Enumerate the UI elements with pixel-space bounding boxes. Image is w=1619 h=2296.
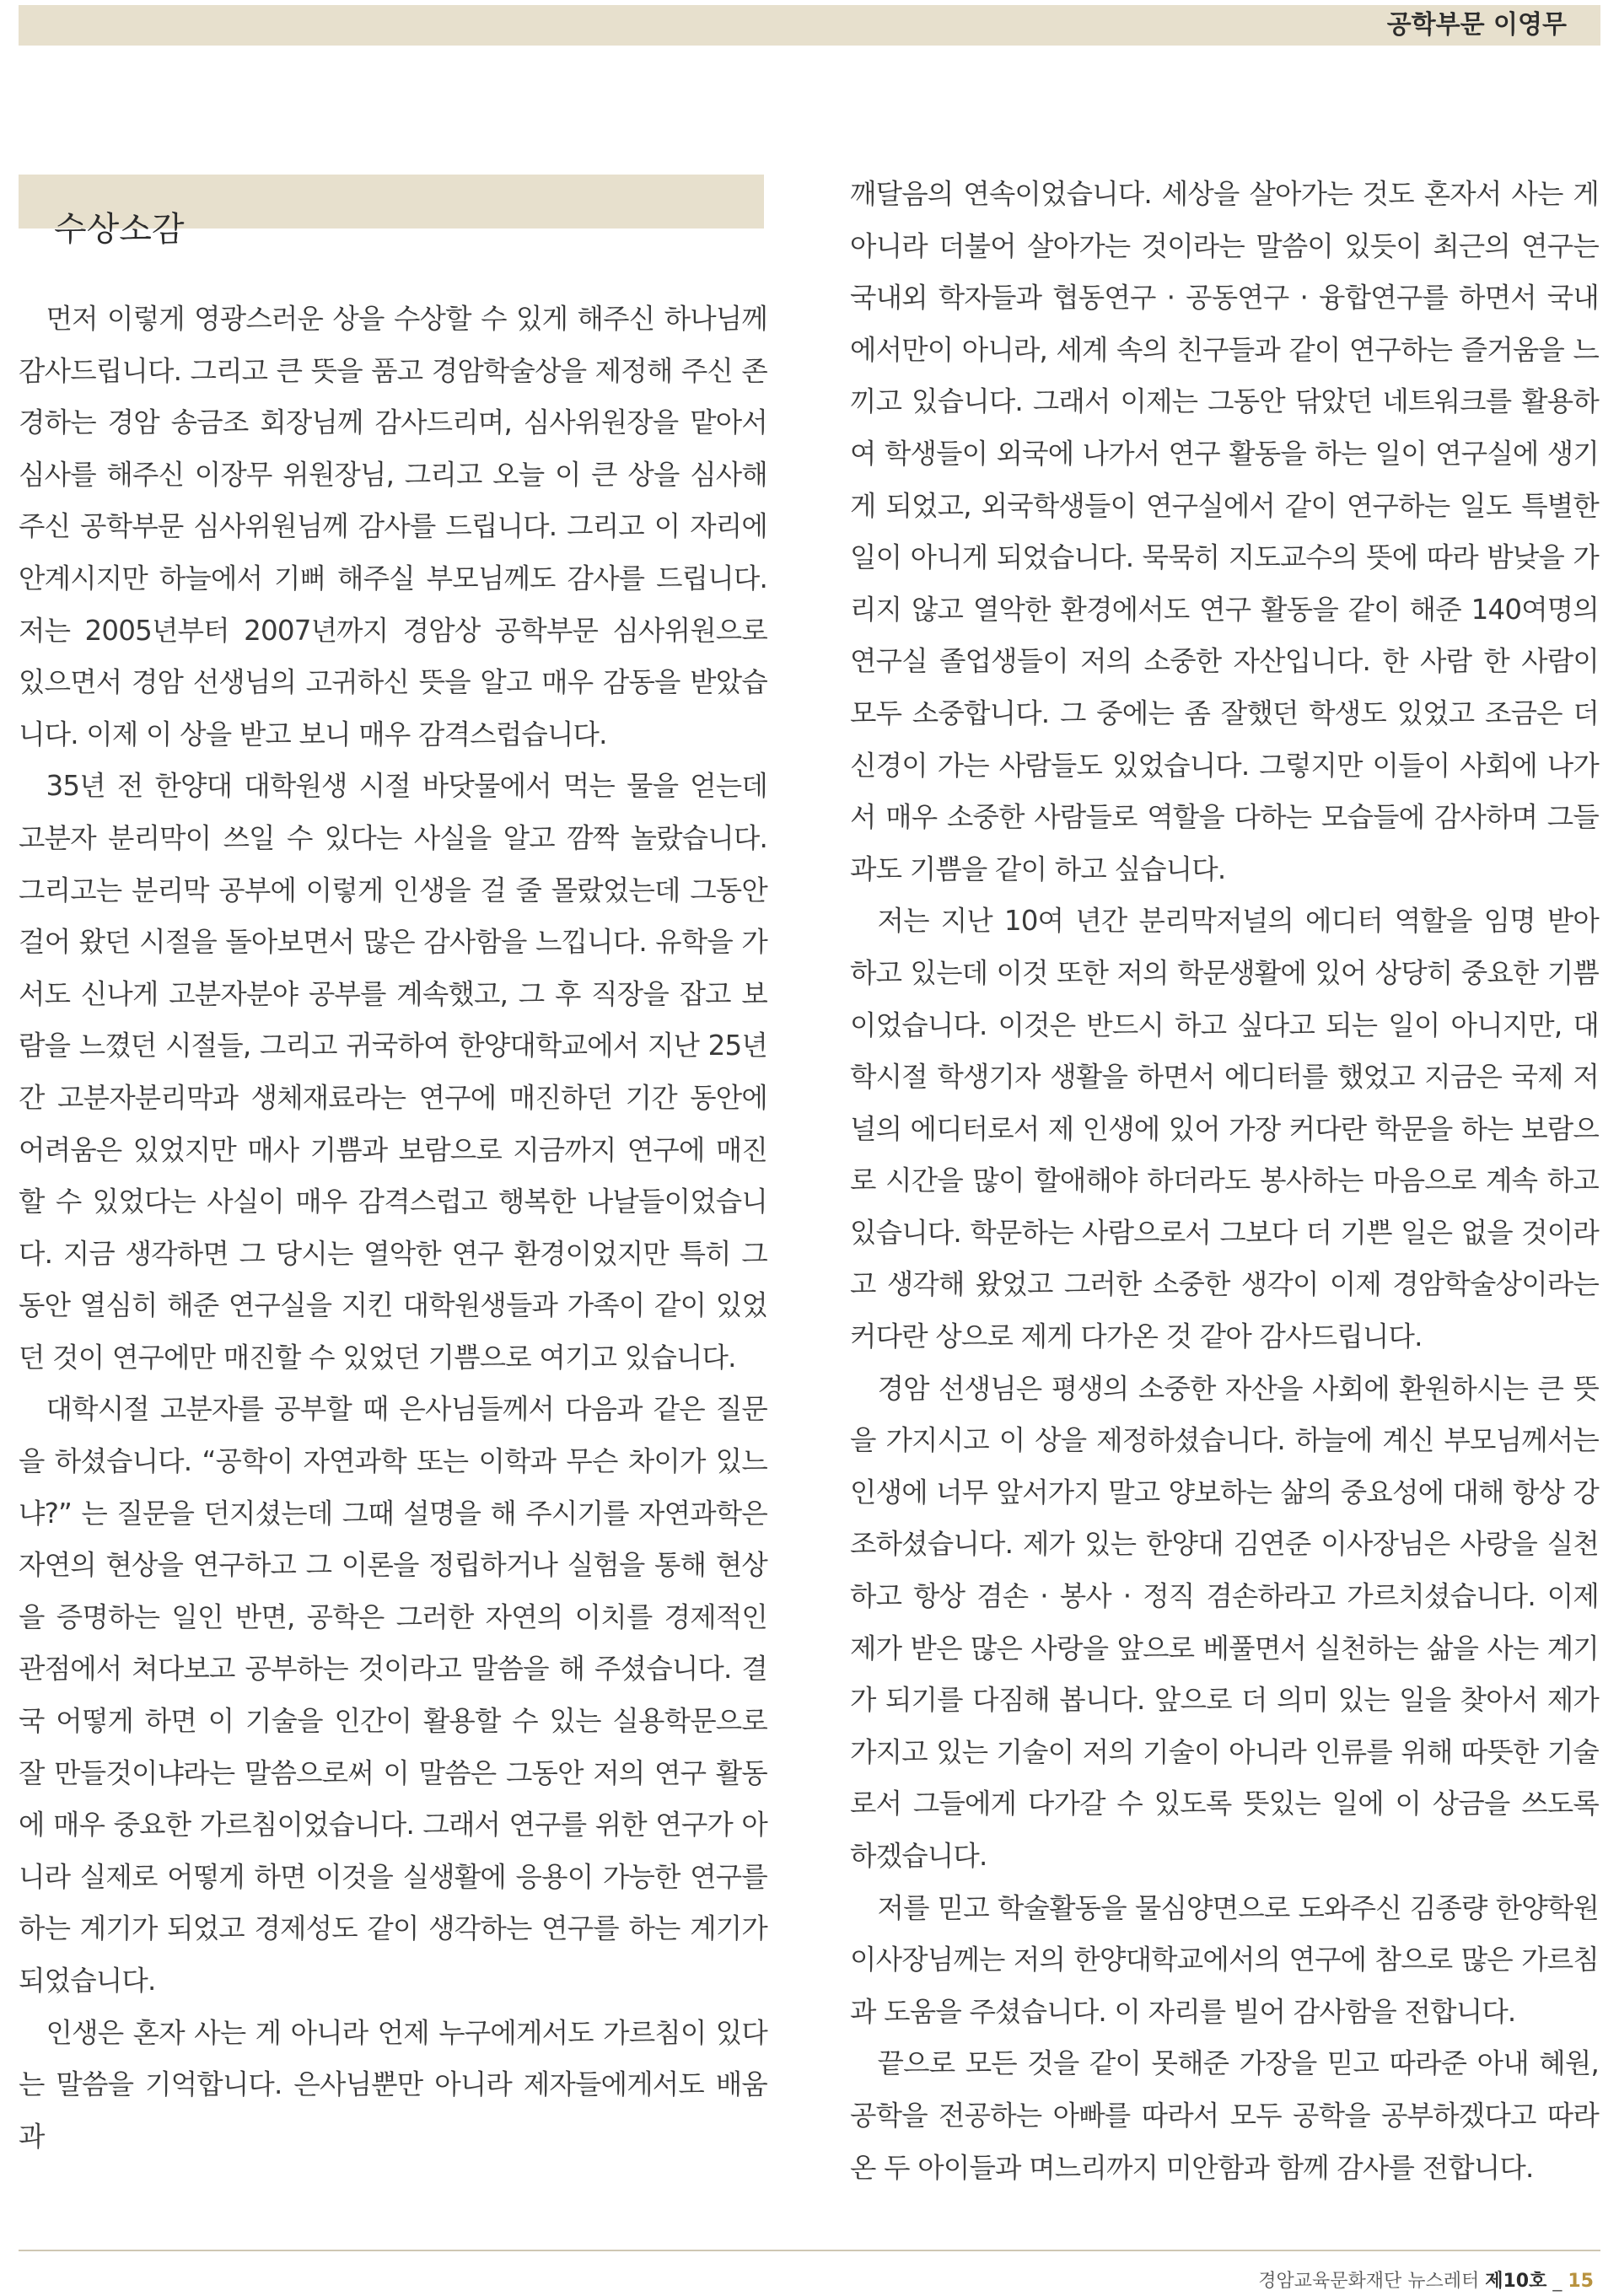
paragraph: 경암 선생님은 평생의 소중한 자산을 사회에 환원하시는 큰 뜻을 가지시고 이 상을 제정하셨습니다. 하늘에 계신 부모님께서는 인생에 너무 앞서가지 말고 양보하는 삶의 중요성에 대해 항상 강조하셨습니다. 제가 있는 한양대 김연준 이사장님은 사랑을 실천하고 항상 겸손 · 봉사 · 정직 겸손하라고 가르치셨습니다. 이제 제가 받은 많은 사랑을 앞으로 베풀면서 실천하는 삶을 사는 계기가 되기를 다짐해 봅니다. 앞으로 더 의미 있는 일을 찾아서 제가 가지고 있는 기술이 저의 기술이 아니라 인류를 위해 따뜻한 기술로서 그들에게 다가갈 수 있도록 뜻있는 일에 이 상금을 쓰도록 하겠습니다.: [850, 1372, 1599, 1872]
section-title: 수상소감: [54, 210, 185, 250]
footer-publication: 경암교육문화재단 뉴스레터: [1258, 2271, 1480, 2292]
footer: [1258, 2266, 1594, 2293]
header-bar: [19, 5, 1600, 46]
paragraph: 저를 믿고 학술활동을 물심양면으로 도와주신 김종량 한양학원 이사장님께는 저의 한양대학교에서의 연구에 참으로 많은 가르침과 도움을 주셨습니다. 이 자리를 빌어 감사함을 전합니다.: [850, 1891, 1599, 2028]
paragraph: 저는 지난 10여 년간 분리막저널의 에디터 역할을 임명 받아 하고 있는데 이것 또한 저의 학문생활에 있어 상당히 중요한 기쁨이었습니다. 이것은 반드시 하고 싶다고 되는 일이 아니지만, 대학시절 학생기자 생활을 하면서 에디터를 했었고 지금은 국제 저널의 에디터로서 제 인생에 있어 가장 커다란 학문을 하는 보람으로 시간을 많이 할애해야 하더라도 봉사하는 마음으로 계속 하고 있습니다. 학문하는 사람으로서 그보다 더 기쁜 일은 없을 것이라고 생각해 왔었고 그러한 소중한 생각이 이제 경암학술상이라는 커다란 상으로 제게 다가온 것 같아 감사드립니다.: [850, 905, 1599, 1353]
footer-divider: [19, 2250, 1600, 2251]
page-number: 15: [1568, 2271, 1594, 2292]
paragraph: 35년 전 한양대 대학원생 시절 바닷물에서 먹는 물을 얻는데 고분자 분리막이 쓰일 수 있다는 사실을 알고 깜짝 놀랐습니다. 그리고는 분리막 공부에 이렇게 인생을 걸 줄 몰랐었는데 그동안 걸어 왔던 시절을 돌아보면서 많은 감사함을 느낍니다. 유학을 가서도 신나게 고분자분야 공부를 계속했고, 그 후 직장을 잡고 보람을 느꼈던 시절들, 그리고 귀국하여 한양대학교에서 지난 25년간 고분자분리막과 생체재료라는 연구에 매진하던 기간 동안에 어려움은 있었지만 매사 기쁨과 보람으로 지금까지 연구에 매진할 수 있었다는 사실이 매우 감격스럽고 행복한 나날들이었습니다. 지금 생각하면 그 당시는 열악한 연구 환경이었지만 특히 그동안 열심히 해준 연구실을 지킨 대학원생들과 가족이 같이 있었던 것이 연구에만 매진할 수 있었던 기쁨으로 여기고 있습니다.: [19, 770, 767, 1374]
left-column: [19, 293, 767, 2163]
paragraph: 깨달음의 연속이었습니다. 세상을 살아가는 것도 혼자서 사는 게 아니라 더불어 살아가는 것이라는 말씀이 있듯이 최근의 연구는 국내외 학자들과 협동연구 · 공동연구 · 융합연구를 하면서 국내에서만이 아니라, 세계 속의 친구들과 같이 연구하는 즐거움을 느끼고 있습니다. 그래서 이제는 그동안 닦았던 네트워크를 활용하여 학생들이 외국에 나가서 연구 활동을 하는 일이 연구실에 생기게 되었고, 외국학생들이 연구실에서 같이 연구하는 일도 특별한 일이 아니게 되었습니다. 묵묵히 지도교수의 뜻에 따라 밤낮을 가리지 않고 열악한 환경에서도 연구 활동을 같이 해준 140여명의 연구실 졸업생들이 저의 소중한 자산입니다. 한 사람 한 사람이 모두 소중합니다. 그 중에는 좀 잘했던 학생도 있었고 조금은 더 신경이 가는 사람들도 있었습니다. 그렇지만 이들이 사회에 나가서 매우 소중한 사람들로 역할을 다하는 모습들에 감사하며 그들과도 기쁨을 같이 하고 싶습니다.: [850, 178, 1599, 885]
footer-issue: 제10호: [1485, 2271, 1547, 2292]
header-section-author: 공학부문 이영무: [1386, 10, 1567, 40]
paragraph: 대학시절 고분자를 공부할 때 은사님들께서 다음과 같은 질문을 하셨습니다. “공학이 자연과학 또는 이학과 무슨 차이가 있느냐?” 는 질문을 던지셨는데 그때 설명을 해 주시기를 자연과학은 자연의 현상을 연구하고 그 이론을 정립하거나 실험을 통해 현상을 증명하는 일인 반면, 공학은 그러한 자연의 이치를 경제적인 관점에서 쳐다보고 공부하는 것이라고 말씀을 해 주셨습니다. 결국 어떻게 하면 이 기술을 인간이 활용할 수 있는 실용학문으로 잘 만들것이냐라는 말씀으로써 이 말씀은 그동안 저의 연구 활동에 매우 중요한 가르침이었습니다. 그래서 연구를 위한 연구가 아니라 실제로 어떻게 하면 이것을 실생활에 응용이 가능한 연구를 하는 계기가 되었고 경제성도 같이 생각하는 연구를 하는 계기가 되었습니다.: [19, 1393, 767, 1997]
paragraph: 먼저 이렇게 영광스러운 상을 수상할 수 있게 해주신 하나님께 감사드립니다. 그리고 큰 뜻을 품고 경암학술상을 제정해 주신 존경하는 경암 송금조 회장님께 감사드리며, 심사위원장을 맡아서 심사를 해주신 이장무 위원장님, 그리고 오늘 이 큰 상을 심사해 주신 공학부문 심사위원님께 감사를 드립니다. 그리고 이 자리에 안계시지만 하늘에서 기뻐 해주실 부모님께도 감사를 드립니다. 저는 2005년부터 2007년까지 경암상 공학부문 심사위원으로 있으면서 경암 선생님의 고귀하신 뜻을 알고 매우 감동을 받았습니다. 이제 이 상을 받고 보니 매우 감격스럽습니다.: [19, 303, 767, 750]
footer-separator: _: [1552, 2271, 1563, 2292]
section-title-box: [19, 175, 764, 250]
right-column: [850, 169, 1599, 2194]
paragraph: 인생은 혼자 사는 게 아니라 언제 누구에게서도 가르침이 있다는 말씀을 기억합니다. 은사님뿐만 아니라 제자들에게서도 배움과: [19, 2016, 767, 2153]
paragraph: 끝으로 모든 것을 같이 못해준 가장을 믿고 따라준 아내 혜원, 공학을 전공하는 아빠를 따라서 모두 공학을 공부하겠다고 따라온 두 아이들과 며느리까지 미안함과 함께 감사를 전합니다.: [850, 2047, 1599, 2184]
